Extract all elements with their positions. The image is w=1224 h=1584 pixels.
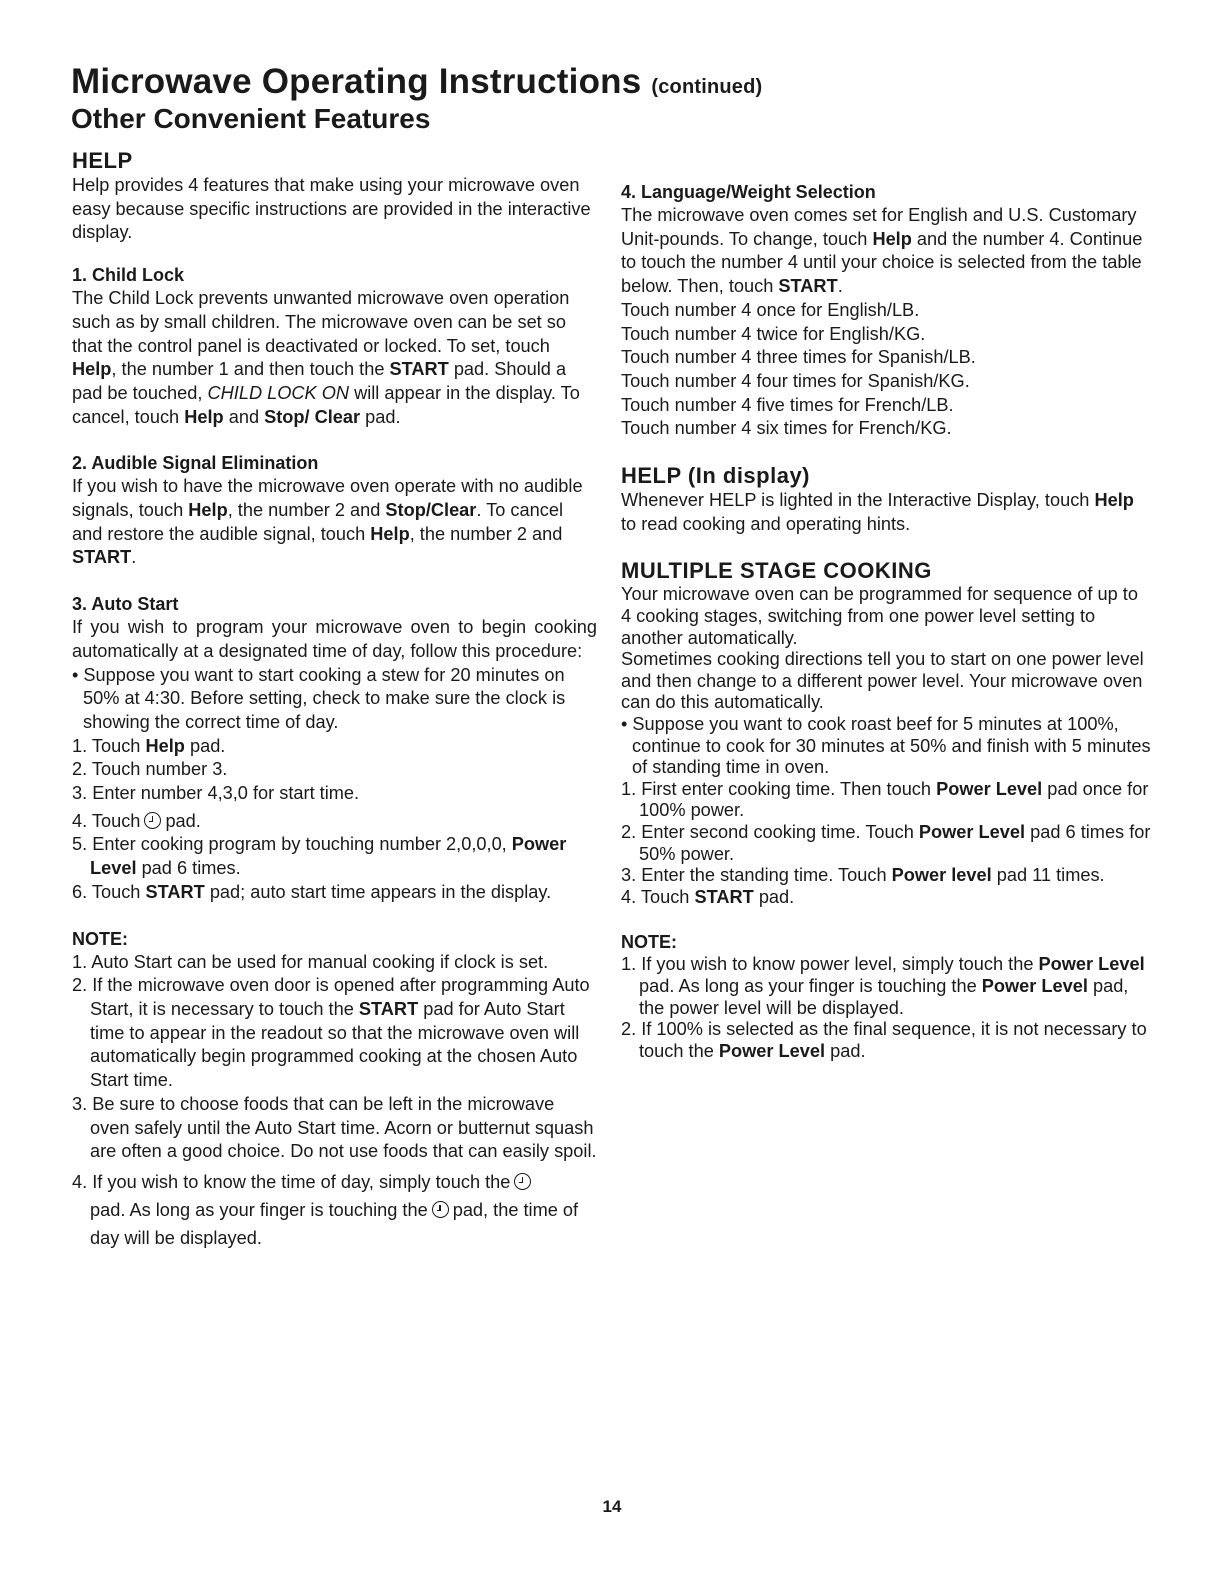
language-option: Touch number 4 three times for Spanish/LB. xyxy=(621,347,976,368)
audible-heading: 2. Audible Signal Elimination xyxy=(72,453,319,474)
auto-start-intro: If you wish to program your microwave oven to begin cooking automatically at a designated time of day, follow this procedure: xyxy=(72,617,597,661)
language-option: Touch number 4 four times for Spanish/KG. xyxy=(621,370,970,391)
language-option: Touch number 4 six times for French/KG. xyxy=(621,418,952,439)
language-text: The microwave oven comes set for English and U.S. Customary Unit-pounds. To change, touch Help and the number 4. Continue to touch the number 4 until your choice is selected from the table below. Then, touch START. xyxy=(621,205,1143,297)
auto-start-heading: 3. Auto Start xyxy=(72,594,179,615)
help-intro: Help provides 4 features that make using your microwave oven easy because specific instructions are provided in the interactive display. xyxy=(72,175,591,243)
language-option: Touch number 4 twice for English/KG. xyxy=(621,323,926,344)
auto-start-note-1: 1. Auto Start can be used for manual cooking if clock is set. xyxy=(72,951,549,972)
language-option: Touch number 4 five times for French/LB. xyxy=(621,394,954,415)
multi-stage-step-2: 2. Enter second cooking time. Touch Power Level pad 6 times for 50% power. xyxy=(621,821,1151,864)
language-heading: 4. Language/Weight Selection xyxy=(621,182,876,202)
auto-start-note-4: 4. If you wish to know the time of day, simply touch the pad. As long as your finger is touching the pad, the time of day will be displayed. xyxy=(72,1171,579,1248)
child-lock-text: The Child Lock prevents unwanted microwave oven operation such as by small children. The microwave oven can be set so that the control panel is deactivated or locked. To set, touch Help, the number 1 and then touch the START pad. Should a pad be touched, CHILD LOCK ON will appear in the display. To cancel, touch Help and Stop/ Clear pad. xyxy=(72,288,580,427)
auto-start-step-2: 2. Touch number 3. xyxy=(72,759,228,780)
multi-stage-p2: Sometimes cooking directions tell you to start on one power level and then change to a different power level. Your microwave oven can do this automatically. xyxy=(621,649,1144,713)
multi-stage-note-2: 2. If 100% is selected as the final sequence, it is not necessary to touch the Power Level pad. xyxy=(621,1019,1147,1061)
multi-stage-step-3: 3. Enter the standing time. Touch Power level pad 11 times. xyxy=(621,865,1105,886)
title-suffix: (continued) xyxy=(651,76,763,98)
auto-start-bullet: • Suppose you want to start cooking a stew for 20 minutes on 50% at 4:30. Before setting, check to make sure the clock is showing the correct time of day. xyxy=(72,664,566,732)
clock-icon xyxy=(432,1201,449,1218)
multi-stage-p1: Your microwave oven can be programmed for sequence of up to 4 cooking stages, switching from one power level setting to another automatically. xyxy=(621,584,1138,648)
page-number: 14 xyxy=(602,1497,622,1516)
auto-start-note-3: 3. Be sure to choose foods that can be left in the microwave oven safely until the Auto Start time. Acorn or butternut squash are often a good choice. Do not use foods that can easily spoil. xyxy=(72,1093,597,1162)
child-lock-heading: 1. Child Lock xyxy=(72,265,185,286)
page-subtitle: Other Convenient Features xyxy=(71,103,431,134)
auto-start-note-2: 2. If the microwave oven door is opened after programming Auto Start, it is necessary to touch the START pad for Auto Start time to appear in the readout so that the microwave oven will automatically begin programmed cooking at the chosen Auto Start time. xyxy=(72,975,590,1091)
language-option: Touch number 4 once for English/LB. xyxy=(621,299,920,320)
multi-stage-bullet: • Suppose you want to cook roast beef for 5 minutes at 100%, continue to cook for 30 minutes at 50% and finish with 5 minutes of standing time in oven. xyxy=(621,714,1151,778)
auto-start-step-4: 4. Touch pad. xyxy=(72,810,201,831)
multi-stage-step-1: 1. First enter cooking time. Then touch Power Level pad once for 100% power. xyxy=(621,778,1149,821)
clock-icon xyxy=(514,1173,531,1190)
left-column xyxy=(72,148,597,1252)
multi-stage-note-heading: NOTE: xyxy=(621,932,677,953)
help-display-heading: HELP (In display) xyxy=(621,463,811,489)
page-title: Microwave Operating Instructions (continued) xyxy=(71,62,763,101)
multi-stage-step-4: 4. Touch START pad. xyxy=(621,886,795,907)
right-column xyxy=(621,180,1151,1062)
auto-start-step-1: 1. Touch Help pad. xyxy=(72,735,226,756)
audible-text: If you wish to have the microwave oven operate with no audible signals, touch Help, the number 2 and Stop/Clear. To cancel and restore the audible signal, touch Help, the number 2 and START. xyxy=(72,476,583,568)
clock-icon xyxy=(144,812,161,829)
auto-start-note-heading: NOTE: xyxy=(72,928,128,949)
help-display-text: Whenever HELP is lighted in the Interactive Display, touch Help to read cooking and operating hints. xyxy=(621,490,1134,534)
help-heading: HELP xyxy=(72,148,133,173)
multi-stage-note-1: 1. If you wish to know power level, simply touch the Power Level pad. As long as your finger is touching the Power Level pad, the power level will be displayed. xyxy=(621,954,1145,1018)
auto-start-step-6: 6. Touch START pad; auto start time appears in the display. xyxy=(72,881,552,902)
auto-start-step-5: 5. Enter cooking program by touching number 2,0,0,0, Power Level pad 6 times. xyxy=(72,834,567,879)
auto-start-step-3: 3. Enter number 4,3,0 for start time. xyxy=(72,783,360,804)
multi-stage-heading: MULTIPLE STAGE COOKING xyxy=(621,558,932,584)
